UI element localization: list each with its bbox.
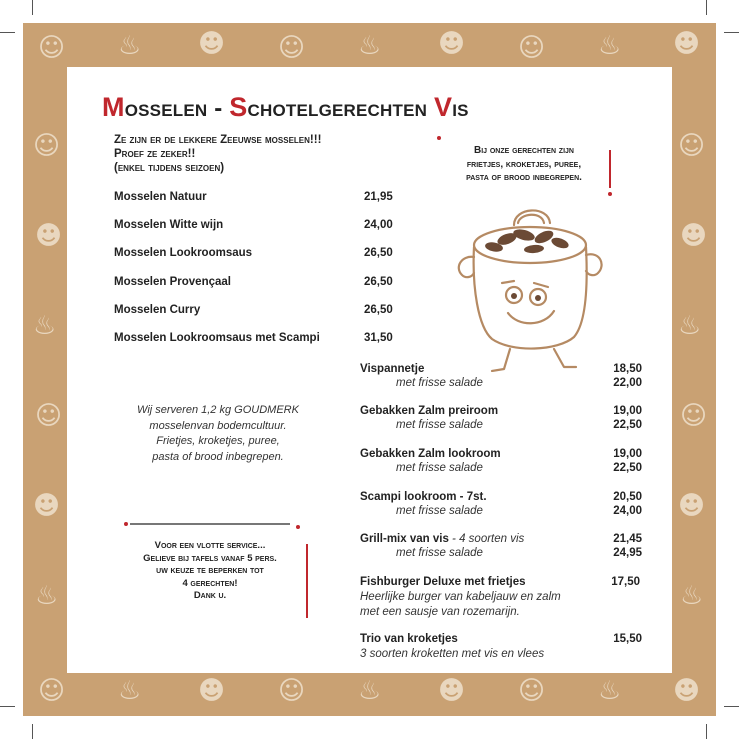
note-line: frietjes, kroketjes, puree, — [466, 158, 582, 170]
item-price: 19,00 — [613, 405, 642, 417]
pot-doodle-icon: ☺ — [35, 401, 63, 431]
note-line: Bij onze gerechten zijn — [474, 145, 574, 156]
item-price: 26,50 — [364, 304, 393, 316]
item-variant-price: 22,50 — [613, 419, 642, 431]
item-description — [360, 590, 642, 620]
fish-doodle-icon: ☻ — [438, 676, 466, 706]
fries-doodle-icon: ♨ — [598, 676, 622, 706]
menu-item — [360, 576, 642, 620]
included-note — [437, 140, 611, 190]
item-price: 24,00 — [364, 219, 393, 231]
description-line: Heerlijke burger van kabeljauw en zalm — [360, 591, 561, 603]
fries-doodle-icon: ♨ — [358, 676, 382, 706]
pot-doodle-icon: ☺ — [38, 33, 66, 63]
brush-stroke — [130, 523, 290, 525]
item-price: 31,50 — [364, 332, 393, 344]
item-name: Mosselen Provençaal — [114, 276, 231, 288]
crop-mark — [32, 0, 33, 15]
pot-doodle-icon: ☺ — [678, 131, 706, 161]
service-line: Voor een vlotte service... — [154, 540, 266, 551]
fries-doodle-icon: ♨ — [358, 31, 382, 61]
crop-mark — [0, 32, 15, 33]
item-variant: met frisse salade — [396, 419, 483, 431]
item-name: Fishburger Deluxe met frietjes — [360, 576, 526, 588]
fries-doodle-icon: ♨ — [598, 31, 622, 61]
service-line: Dank u. — [193, 590, 227, 601]
menu-item — [360, 633, 642, 662]
crop-mark — [32, 724, 33, 739]
service-line: Gelieve bij tafels vanaf 5 pers. — [143, 552, 277, 564]
fish-doodle-icon: ☻ — [35, 221, 63, 251]
fish-doodle-icon: ☻ — [438, 29, 466, 59]
pot-doodle-icon: ☺ — [518, 676, 546, 706]
intro-text — [114, 133, 321, 175]
pot-doodle-icon: ☺ — [33, 131, 61, 161]
item-price: 20,50 — [613, 491, 642, 503]
item-price: 18,50 — [613, 363, 642, 375]
info-line: Frietjes, kroketjes, puree, — [156, 435, 280, 447]
pot-doodle-icon: ☺ — [278, 676, 306, 706]
item-variant: met frisse salade — [396, 462, 483, 474]
fish-doodle-icon: ☻ — [673, 29, 701, 59]
menu-item — [114, 304, 394, 316]
pot-doodle-icon: ☺ — [518, 33, 546, 63]
menu-item — [360, 491, 642, 517]
brush-dot — [124, 522, 128, 526]
intro-line: Ze zijn er de lekkere Zeeuwse mosselen!!! — [114, 134, 322, 146]
menu-item — [360, 405, 642, 431]
item-variant: met frisse salade — [396, 505, 483, 517]
fries-doodle-icon: ♨ — [33, 311, 57, 341]
pot-doodle-icon: ☺ — [680, 401, 708, 431]
item-name: Mosselen Curry — [114, 304, 201, 316]
service-line: uw keuze te beperken tot — [156, 565, 264, 576]
fries-doodle-icon: ♨ — [680, 581, 704, 611]
menu-item — [114, 276, 394, 288]
item-variant-price: 24,00 — [613, 505, 642, 517]
goudmerk-info — [118, 403, 318, 465]
fries-doodle-icon: ♨ — [678, 311, 702, 341]
pot-doodle-icon: ☺ — [38, 676, 66, 706]
item-price: 21,95 — [364, 191, 393, 203]
fish-doodle-icon: ☻ — [678, 491, 706, 521]
fries-doodle-icon: ♨ — [118, 31, 142, 61]
intro-line: Proef ze zeker!! — [114, 148, 196, 160]
item-name: Trio van kroketjes — [360, 633, 458, 645]
info-line: pasta of brood inbegrepen. — [152, 450, 284, 463]
brush-dot — [437, 136, 441, 140]
info-line: Wij serveren 1,2 kg GOUDMERK — [137, 404, 299, 416]
fries-doodle-icon: ♨ — [118, 676, 142, 706]
menu-item — [360, 363, 642, 389]
item-price: 26,50 — [364, 276, 393, 288]
info-line: mosselenvan bodemcultuur. — [149, 419, 287, 432]
brush-stroke — [306, 544, 308, 618]
fish-doodle-icon: ☻ — [33, 491, 61, 521]
crop-mark — [0, 706, 15, 707]
description-line: met een sausje van rozemarijn. — [360, 606, 520, 618]
brush-dot — [296, 525, 300, 529]
item-price: 26,50 — [364, 247, 393, 259]
crop-mark — [706, 724, 707, 739]
page-title: Mosselen - Schotelgerechten Vis — [102, 92, 469, 122]
item-variant-price: 22,00 — [613, 377, 642, 389]
fries-doodle-icon: ♨ — [35, 581, 59, 611]
note-line: pasta of brood inbegrepen. — [466, 172, 582, 183]
menu-item — [114, 332, 394, 344]
item-variant-price: 22,50 — [613, 462, 642, 474]
menu-item — [114, 247, 394, 259]
fish-doodle-icon: ☻ — [680, 221, 708, 251]
pot-doodle-icon: ☺ — [278, 33, 306, 63]
item-name: Vispannetje — [360, 363, 425, 375]
item-name: Mosselen Lookroomsaus met Scampi — [114, 332, 320, 344]
item-name: Scampi lookroom - 7st. — [360, 491, 487, 503]
item-name: Gebakken Zalm preiroom — [360, 405, 499, 417]
item-name: Gebakken Zalm lookroom — [360, 448, 501, 460]
item-suffix: - 4 soorten vis — [448, 533, 525, 545]
item-price: 17,50 — [611, 576, 640, 588]
menu-item — [360, 448, 642, 474]
item-name: Grill-mix van vis — [360, 533, 449, 545]
item-name: Mosselen Witte wijn — [114, 219, 224, 231]
item-price: 21,45 — [613, 533, 642, 545]
description-line: 3 soorten kroketten met vis en vlees — [360, 648, 545, 660]
menu-item — [360, 533, 642, 559]
crop-mark — [724, 706, 739, 707]
mussel-pot-mascot-icon — [452, 197, 607, 372]
fish-doodle-icon: ☻ — [673, 676, 701, 706]
fish-doodle-icon: ☻ — [198, 29, 226, 59]
item-price: 15,50 — [613, 633, 642, 645]
crop-mark — [706, 0, 707, 15]
service-line: 4 gerechten! — [182, 577, 238, 589]
item-variant: met frisse salade — [396, 547, 483, 559]
item-variant: met frisse salade — [396, 377, 483, 389]
item-price: 19,00 — [613, 448, 642, 460]
menu-item — [114, 191, 394, 203]
item-name: Mosselen Lookroomsaus — [114, 247, 253, 259]
brush-dot — [608, 192, 612, 196]
service-note — [120, 520, 300, 620]
fish-doodle-icon: ☻ — [198, 676, 226, 706]
item-description — [360, 647, 642, 662]
crop-mark — [724, 32, 739, 33]
menu-item — [114, 219, 394, 231]
item-variant-price: 24,95 — [613, 547, 642, 559]
intro-line: (enkel tijdens seizoen) — [114, 162, 225, 174]
item-name: Mosselen Natuur — [114, 191, 207, 203]
